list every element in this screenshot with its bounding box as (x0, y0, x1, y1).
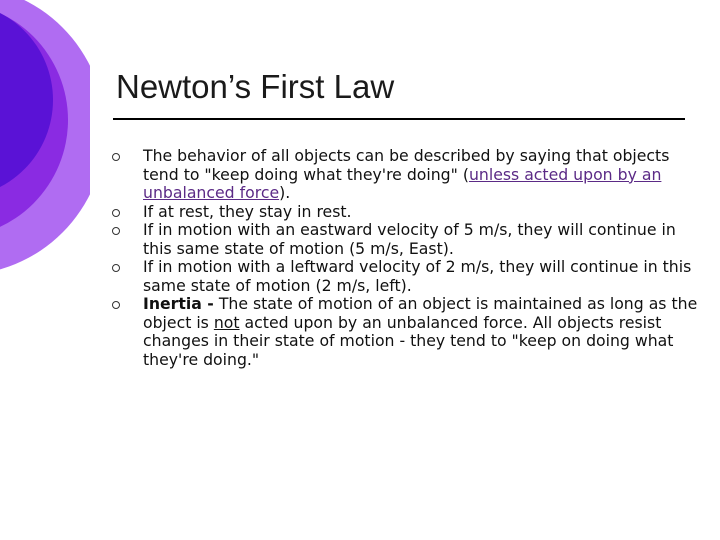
bullet-item (112, 295, 702, 369)
bullet-text: If in motion with an eastward velocity of 5 m/s, they will continue in this same state of motion (5 m/s, East). (143, 220, 676, 258)
emphasis-not: not (213, 312, 240, 332)
bullet-text: If in motion with a leftward velocity of 2 m/s, they will continue in this same state of motion (2 m/s, left). (143, 257, 692, 295)
title-underline (113, 118, 685, 120)
bullet-circle-icon (112, 209, 120, 217)
bullet-text: The behavior of all objects can be described by saying that objects tend to "keep doing what they're doing" ( (143, 146, 670, 184)
bullet-text: If at rest, they stay in rest. (143, 201, 352, 221)
decorative-circles (0, 0, 90, 300)
bullet-text-end: acted upon by an unbalanced force. All objects resist changes in their state of motion - they tend to "keep on doing what they're doing." (143, 312, 674, 369)
bullet-list (112, 147, 702, 369)
bullet-circle-icon (112, 227, 120, 235)
bullet-item (112, 258, 702, 295)
slide-title: Newton’s First Law (116, 68, 395, 105)
unbalanced-force-link[interactable]: unless acted upon by an unbalanced force (143, 164, 662, 202)
bullet-text-end: ). (279, 183, 291, 202)
bullet-circle-icon (112, 301, 120, 309)
bullet-text: The state of motion of an object is maintained as long as the object is (143, 294, 698, 332)
bullet-item (112, 147, 702, 203)
bullet-circle-icon (112, 264, 120, 272)
bullet-item (112, 203, 702, 222)
inertia-term: Inertia - (143, 294, 214, 313)
bullet-item (112, 221, 702, 258)
bullet-circle-icon (112, 153, 120, 161)
